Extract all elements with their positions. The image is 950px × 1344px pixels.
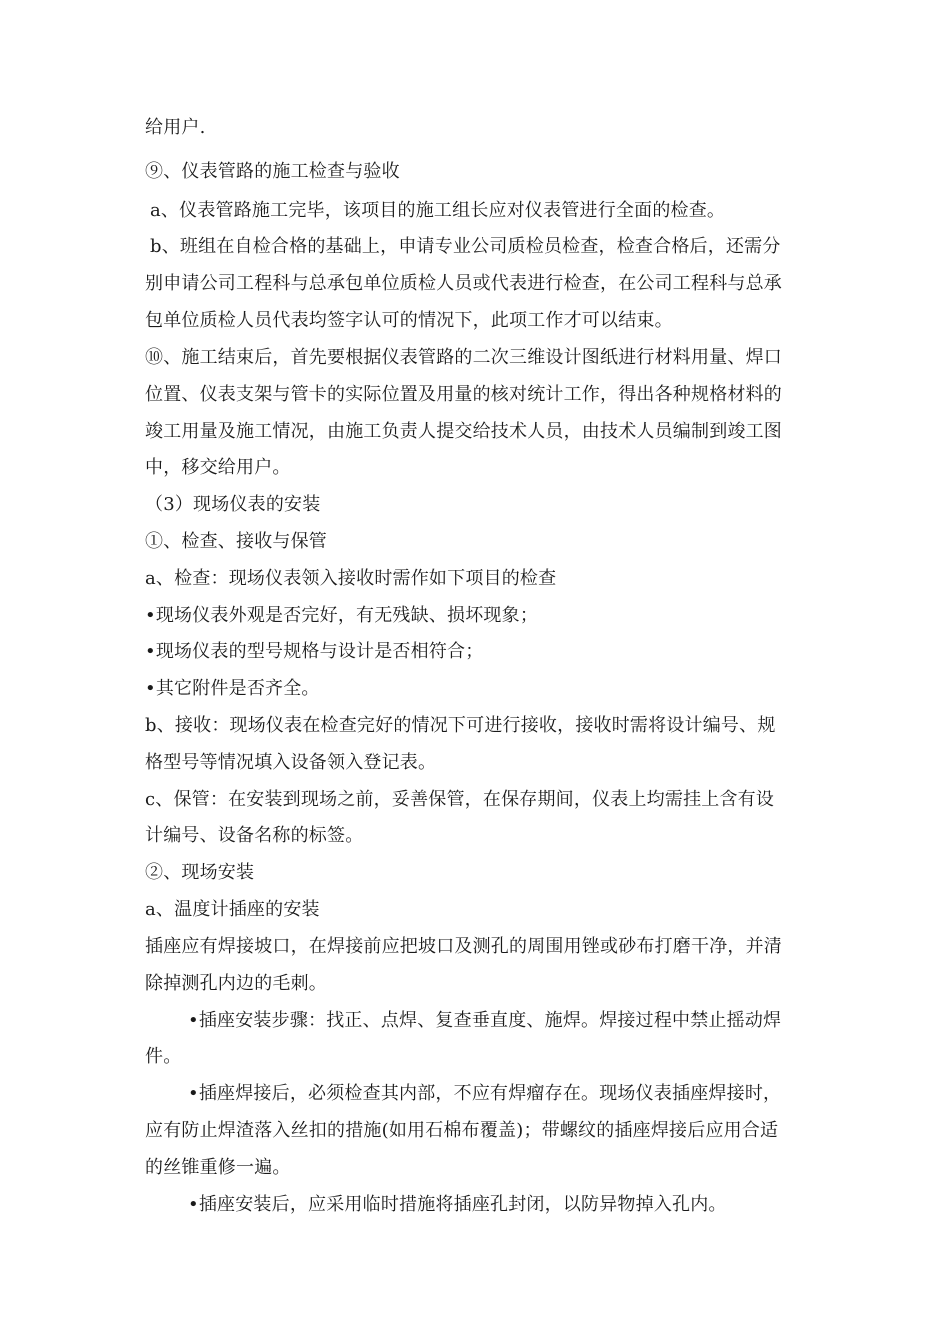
paragraph-line: 应有防止焊渣落入丝扣的措施(如用石棉布覆盖)；带螺纹的插座焊接后应用合适 — [145, 1120, 779, 1141]
bullet-item: •现场仪表外观是否完好，有无残缺、损坏现象； — [145, 605, 539, 626]
section-heading-3: （3）现场仪表的安装 — [145, 494, 321, 515]
bullet-item: •现场仪表的型号规格与设计是否相符合； — [145, 641, 484, 662]
paragraph-line: 位置、仪表支架与管卡的实际位置及用量的核对统计工作，得出各种规格材料的 — [145, 384, 782, 405]
paragraph-line: 中，移交给用户。 — [145, 457, 291, 478]
paragraph-line: 给用户. — [145, 117, 206, 138]
paragraph-line: c、保管：在安装到现场之前，妥善保管，在保存期间，仪表上均需挂上含有设 — [145, 789, 775, 810]
paragraph-line: b、班组在自检合格的基础上，申请专业公司质检员检查，检查合格后，还需分 — [150, 236, 781, 257]
paragraph-line: 插座应有焊接坡口，在焊接前应把坡口及测孔的周围用锉或砂布打磨干净，并清 — [145, 936, 782, 957]
paragraph-line: 格型号等情况填入设备领入登记表。 — [145, 752, 437, 773]
paragraph-line: a、检查：现场仪表领入接收时需作如下项目的检查 — [145, 568, 557, 589]
paragraph-line: b、接收：现场仪表在检查完好的情况下可进行接收，接收时需将设计编号、规 — [145, 715, 776, 736]
bullet-item: •插座焊接后，必须检查其内部，不应有焊瘤存在。现场仪表插座焊接时， — [188, 1083, 782, 1104]
paragraph-line: 竣工用量及施工情况，由施工负责人提交给技术人员，由技术人员编制到竣工图 — [145, 421, 782, 442]
paragraph-line: a、仪表管路施工完毕，该项目的施工组长应对仪表管进行全面的检查。 — [150, 200, 726, 221]
bullet-item: •插座安装步骤：找正、点焊、复查垂直度、施焊。焊接过程中禁止摇动焊 — [188, 1010, 782, 1031]
subsection-heading-2: ②、现场安装 — [145, 862, 255, 883]
subsection-heading-1: ①、检查、接收与保管 — [145, 531, 327, 552]
paragraph-line: 除掉测孔内边的毛刺。 — [145, 973, 327, 994]
bullet-item: •其它附件是否齐全。 — [145, 678, 320, 699]
paragraph-line: 的丝锥重修一遍。 — [145, 1157, 291, 1178]
bullet-item: •插座安装后，应采用临时措施将插座孔封闭，以防异物掉入孔内。 — [188, 1194, 727, 1215]
paragraph-line: 件。 — [145, 1046, 182, 1067]
paragraph-line: 别申请公司工程科与总承包单位质检人员或代表进行检查，在公司工程科与总承 — [145, 273, 782, 294]
paragraph-line: 包单位质检人员代表均签字认可的情况下，此项工作才可以结束。 — [145, 310, 673, 331]
paragraph-line: a、温度计插座的安装 — [145, 899, 320, 920]
paragraph-line: 计编号、设备名称的标签。 — [145, 825, 364, 846]
section-heading-9: ⑨、仪表管路的施工检查与验收 — [145, 161, 400, 182]
section-heading-10: ⑩、施工结束后，首先要根据仪表管路的二次三维设计图纸进行材料用量、焊口 — [145, 347, 782, 368]
